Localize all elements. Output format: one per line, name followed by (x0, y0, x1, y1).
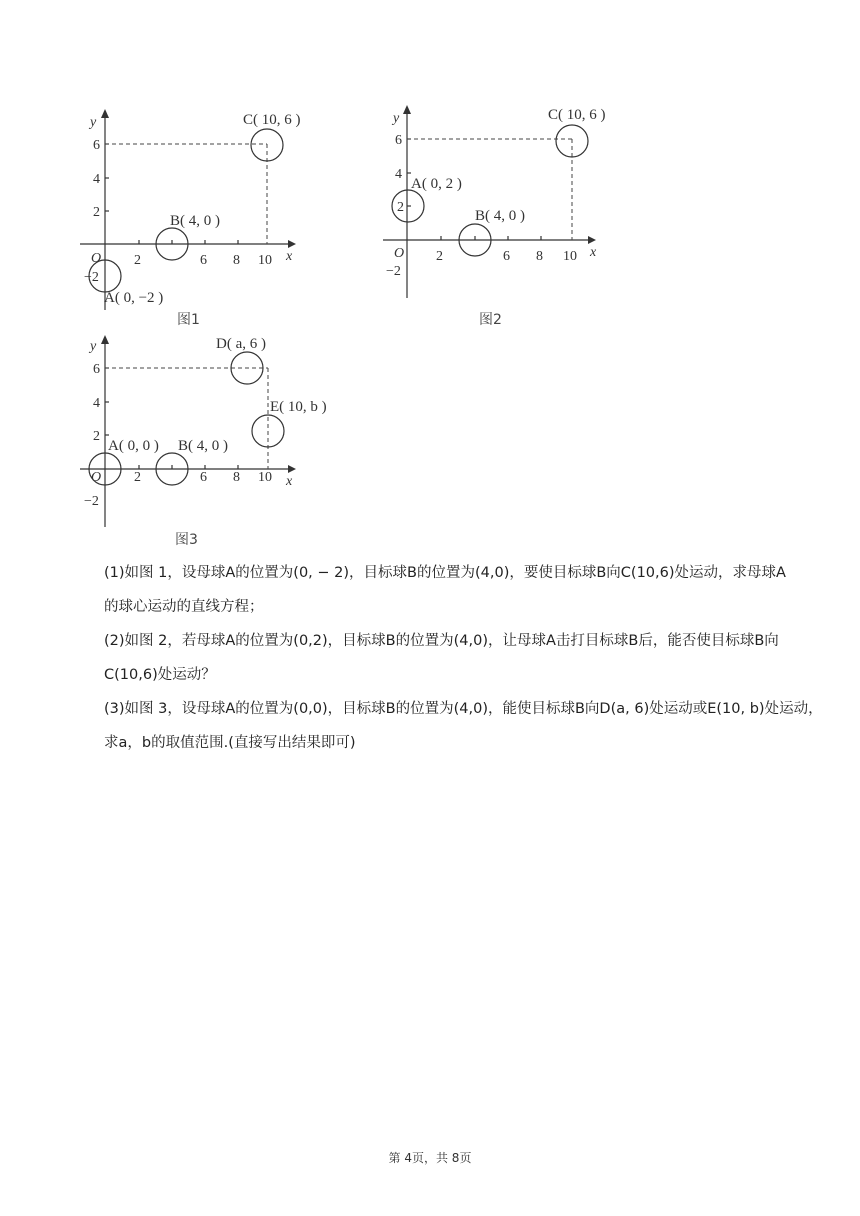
y-tick-label: 2 (93, 205, 100, 220)
x-axis-arrow (588, 236, 596, 244)
x-axis-label: x (590, 245, 597, 260)
origin-label: O (394, 246, 405, 261)
x-tick-label: 8 (233, 470, 240, 485)
x-tick-label: 2 (134, 470, 141, 485)
x-tick-label: 6 (200, 470, 207, 485)
y-tick-label: 4 (395, 167, 402, 182)
y-axis-label: y (393, 111, 400, 126)
x-tick-label: 8 (536, 249, 543, 264)
figure-caption: 图3 (175, 532, 198, 548)
y-tick-label: 2 (93, 429, 100, 444)
y-axis-arrow (101, 335, 109, 344)
figure-3 (60, 324, 360, 554)
question-1-line2: 的球心运动的直线方程； (104, 599, 264, 615)
figure-1 (60, 100, 330, 330)
page-footer: 第 4页，共 8页 (388, 1151, 472, 1165)
x-tick-label: 6 (200, 253, 207, 268)
y-tick-label: 6 (93, 362, 100, 377)
y-tick-label: −2 (386, 264, 401, 279)
figure-caption: 图2 (479, 312, 502, 328)
question-2-line2: C(10,6)处运动？ (104, 667, 216, 683)
point-label-c: C( 10, 6 ) (548, 107, 606, 123)
y-tick-label: −2 (84, 270, 99, 285)
y-tick-label: 2 (397, 200, 404, 215)
point-label-a: A( 0, −2 ) (104, 290, 164, 306)
point-label-b: B( 4, 0 ) (170, 213, 220, 229)
x-tick-label: 2 (134, 253, 141, 268)
origin-label: O (91, 470, 102, 485)
figure-2 (380, 98, 650, 328)
y-axis-label: y (90, 339, 97, 354)
y-axis-arrow (101, 109, 109, 118)
question-3-line1: (3)如图 3，设母球A的位置为(0,0)，目标球B的位置为(4,0)，能使目标球B向D(a, 6)处运动或E(10, b)处运动， (104, 701, 823, 717)
y-tick-label: 6 (395, 133, 402, 148)
point-label-e: E( 10, b ) (270, 399, 327, 415)
x-tick-label: 6 (503, 249, 510, 264)
point-label-b: B( 4, 0 ) (178, 438, 228, 454)
y-tick-label: 4 (93, 396, 100, 411)
point-label-a: A( 0, 0 ) (108, 438, 159, 454)
y-axis-label: y (90, 115, 97, 130)
origin-label: O (91, 251, 102, 266)
y-tick-label: −2 (84, 494, 99, 509)
x-axis-label: x (286, 474, 293, 489)
point-label-d: D( a, 6 ) (216, 336, 266, 352)
x-axis-arrow (288, 240, 296, 248)
x-axis-arrow (288, 465, 296, 473)
point-label-c: C( 10, 6 ) (243, 112, 301, 128)
x-tick-label: 10 (258, 253, 272, 268)
point-label-a: A( 0, 2 ) (411, 176, 462, 192)
question-3 (104, 692, 824, 760)
question-3-line2: 求a，b的取值范围.(直接写出结果即可) (104, 735, 356, 751)
x-axis-label: x (286, 249, 293, 264)
x-tick-label: 10 (563, 249, 577, 264)
y-tick-label: 6 (93, 138, 100, 153)
x-tick-label: 8 (233, 253, 240, 268)
question-1-line1: (1)如图 1，设母球A的位置为(0, − 2)，目标球B的位置为(4,0)，要使目标球B向C(10,6)处运动，求母球A (104, 565, 786, 581)
y-tick-label: 4 (93, 172, 100, 187)
figure-caption: 图1 (177, 312, 200, 328)
y-axis-arrow (403, 105, 411, 114)
question-1 (104, 556, 804, 624)
x-tick-label: 10 (258, 470, 272, 485)
question-2 (104, 624, 804, 692)
x-tick-label: 2 (436, 249, 443, 264)
point-label-b: B( 4, 0 ) (475, 208, 525, 224)
question-2-line1: (2)如图 2，若母球A的位置为(0,2)，目标球B的位置为(4,0)，让母球A击打目标球B后，能否使目标球B向 (104, 633, 779, 649)
